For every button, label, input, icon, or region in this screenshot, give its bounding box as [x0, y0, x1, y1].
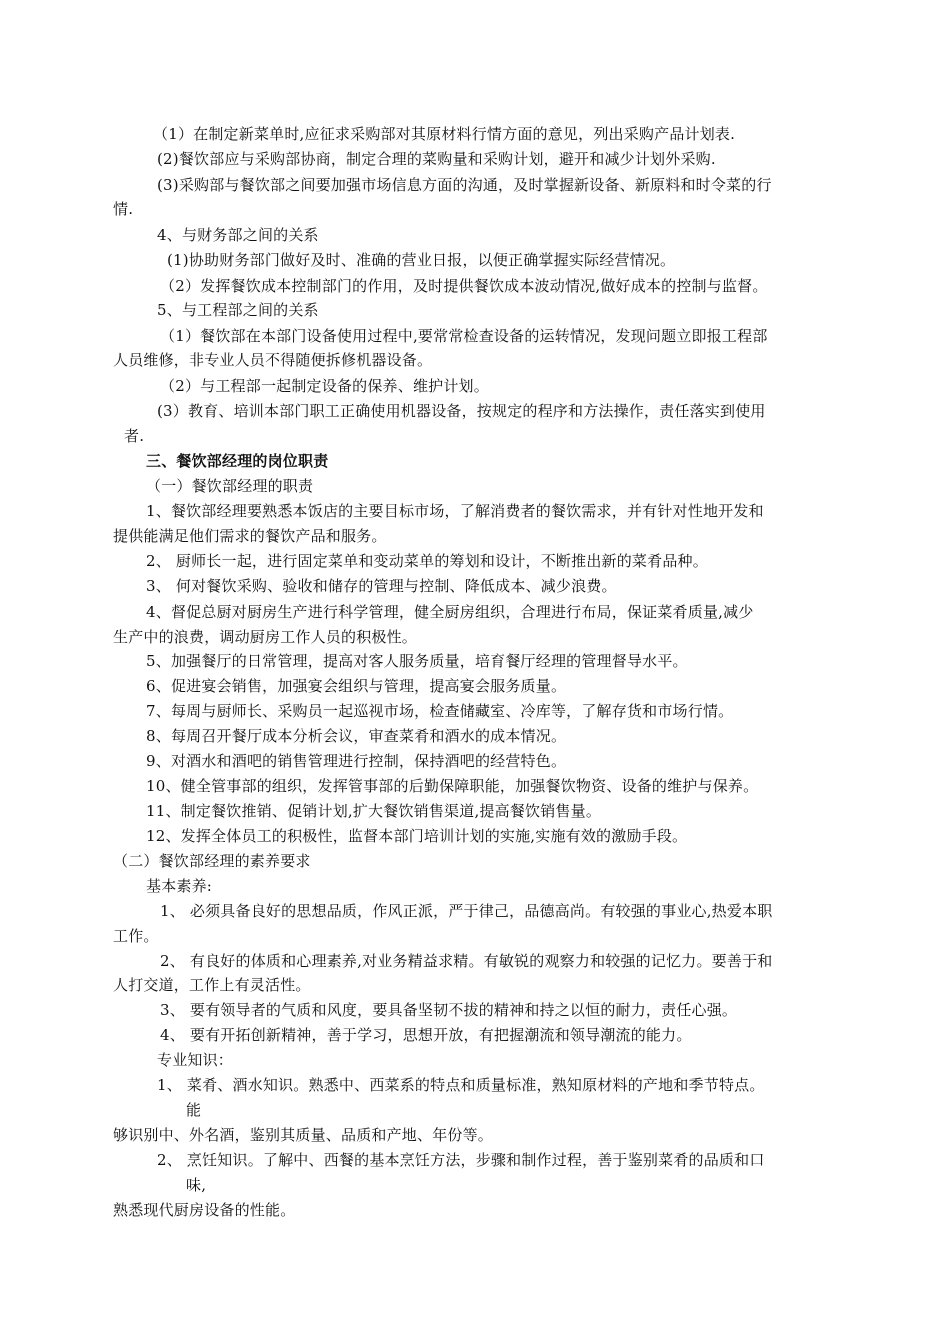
text-line: 基本素养:: [146, 877, 213, 895]
text-line: 2、 厨师长一起，进行固定菜单和变动菜单的筹划和设计，不断推出新的菜肴品种。: [146, 552, 708, 570]
text-line: 4、 要有开拓创新精神，善于学习，思想开放，有把握潮流和领导潮流的能力。: [160, 1026, 692, 1044]
text-line: (3)采购部与餐饮部之间要加强市场信息方面的沟通，及时掌握新设备、新原料和时令菜的行: [157, 176, 772, 194]
text-line: （1）餐饮部在本部门设备使用过程中,要常常检查设备的运转情况，发现问题立即报工程部: [160, 327, 768, 345]
text-line: 人员维修，非专业人员不得随便拆修机器设备。: [113, 351, 433, 369]
text-line: (2)餐饮部应与采购部协商，制定合理的菜购量和采购计划，避开和减少计划外采购.: [157, 150, 716, 168]
text-line: 3、 要有领导者的气质和风度，要具备坚韧不拔的精神和持之以恒的耐力，责任心强。: [160, 1001, 738, 1019]
text-line: （1）在制定新菜单时,应征求采购部对其原材料行情方面的意见，列出采购产品计划表.: [153, 125, 736, 143]
text-line: 8、每周召开餐厅成本分析会议，审查菜肴和酒水的成本情况。: [146, 727, 567, 745]
text-line: 12、发挥全体员工的积极性，监督本部门培训计划的实施,实施有效的激励手段。: [146, 827, 688, 845]
text-line: 提供能满足他们需求的餐饮产品和服务。: [113, 527, 387, 545]
text-line: (3）教育、培训本部门职工正确使用机器设备，按规定的程序和方法操作，责任落实到使用: [157, 402, 766, 420]
text-line: 专业知识：: [157, 1051, 234, 1069]
text-line: (1)协助财务部门做好及时、准确的营业日报，以便正确掌握实际经营情况。: [167, 251, 676, 269]
text-line: 3、 何对餐饮采购、验收和储存的管理与控制、降低成本、减少浪费。: [146, 577, 617, 595]
text-line: （2）发挥餐饮成本控制部门的作用，及时提供餐饮成本波动情况,做好成本的控制与监督。: [160, 277, 768, 295]
text-line: 熟悉现代厨房设备的性能。: [113, 1201, 296, 1219]
text-line: 味,: [186, 1176, 207, 1194]
text-line: 4、督促总厨对厨房生产进行科学管理，健全厨房组织，合理进行布局，保证菜肴质量,减少: [146, 603, 754, 621]
text-line: 者.: [124, 427, 145, 445]
text-line: 5、加强餐厅的日常管理，提高对客人服务质量，培育餐厅经理的管理督导水平。: [146, 652, 688, 670]
text-line: 1、餐饮部经理要熟悉本饭店的主要目标市场，了解消费者的餐饮需求，并有针对性地开发和: [146, 502, 764, 520]
text-line: 10、健全管事部的组织，发挥管事部的后勤保障职能，加强餐饮物资、设备的维护与保养。: [146, 777, 759, 795]
text-line: 能: [186, 1101, 202, 1119]
text-line: 工作。: [113, 927, 159, 945]
text-line: 1、 菜肴、酒水知识。熟悉中、西菜系的特点和质量标准，熟知原材料的产地和季节特点。: [157, 1076, 765, 1094]
text-line: 人打交道，工作上有灵活性。: [113, 976, 311, 994]
text-line: 情.: [113, 200, 134, 218]
text-line: 生产中的浪费，调动厨房工作人员的积极性。: [113, 628, 418, 646]
text-line: 1、 必须具备良好的思想品质，作风正派，严于律己，品德高尚。有较强的事业心,热爱本职: [160, 902, 773, 920]
section-heading: 4、与财务部之间的关系: [157, 226, 319, 244]
text-line: 2、 有良好的体质和心理素养,对业务精益求精。有敏锐的观察力和较强的记忆力。要善于和: [160, 952, 773, 970]
text-line: 9、对酒水和酒吧的销售管理进行控制，保持酒吧的经营特色。: [146, 752, 567, 770]
text-line: 11、制定餐饮推销、促销计划,扩大餐饮销售渠道,提高餐饮销售量。: [146, 802, 602, 820]
text-line: 够识别中、外名酒，鉴别其质量、品质和产地、年份等。: [113, 1126, 494, 1144]
section-heading: 5、与工程部之间的关系: [157, 301, 319, 319]
chapter-heading: 三、餐饮部经理的岗位职责: [146, 452, 329, 470]
text-line: 7、每周与厨师长、采购员一起巡视市场，检查储藏室、冷库等，了解存货和市场行情。: [146, 702, 734, 720]
text-line: 2、 烹饪知识。了解中、西餐的基本烹饪方法，步骤和制作过程，善于鉴别菜肴的品质和口: [157, 1151, 765, 1169]
subsection-heading: （二）餐饮部经理的素养要求: [113, 852, 311, 870]
text-line: 6、促进宴会销售，加强宴会组织与管理，提高宴会服务质量。: [146, 677, 567, 695]
text-line: （2）与工程部一起制定设备的保养、维护计划。: [160, 377, 489, 395]
subsection-heading: （一）餐饮部经理的职责: [146, 477, 314, 495]
